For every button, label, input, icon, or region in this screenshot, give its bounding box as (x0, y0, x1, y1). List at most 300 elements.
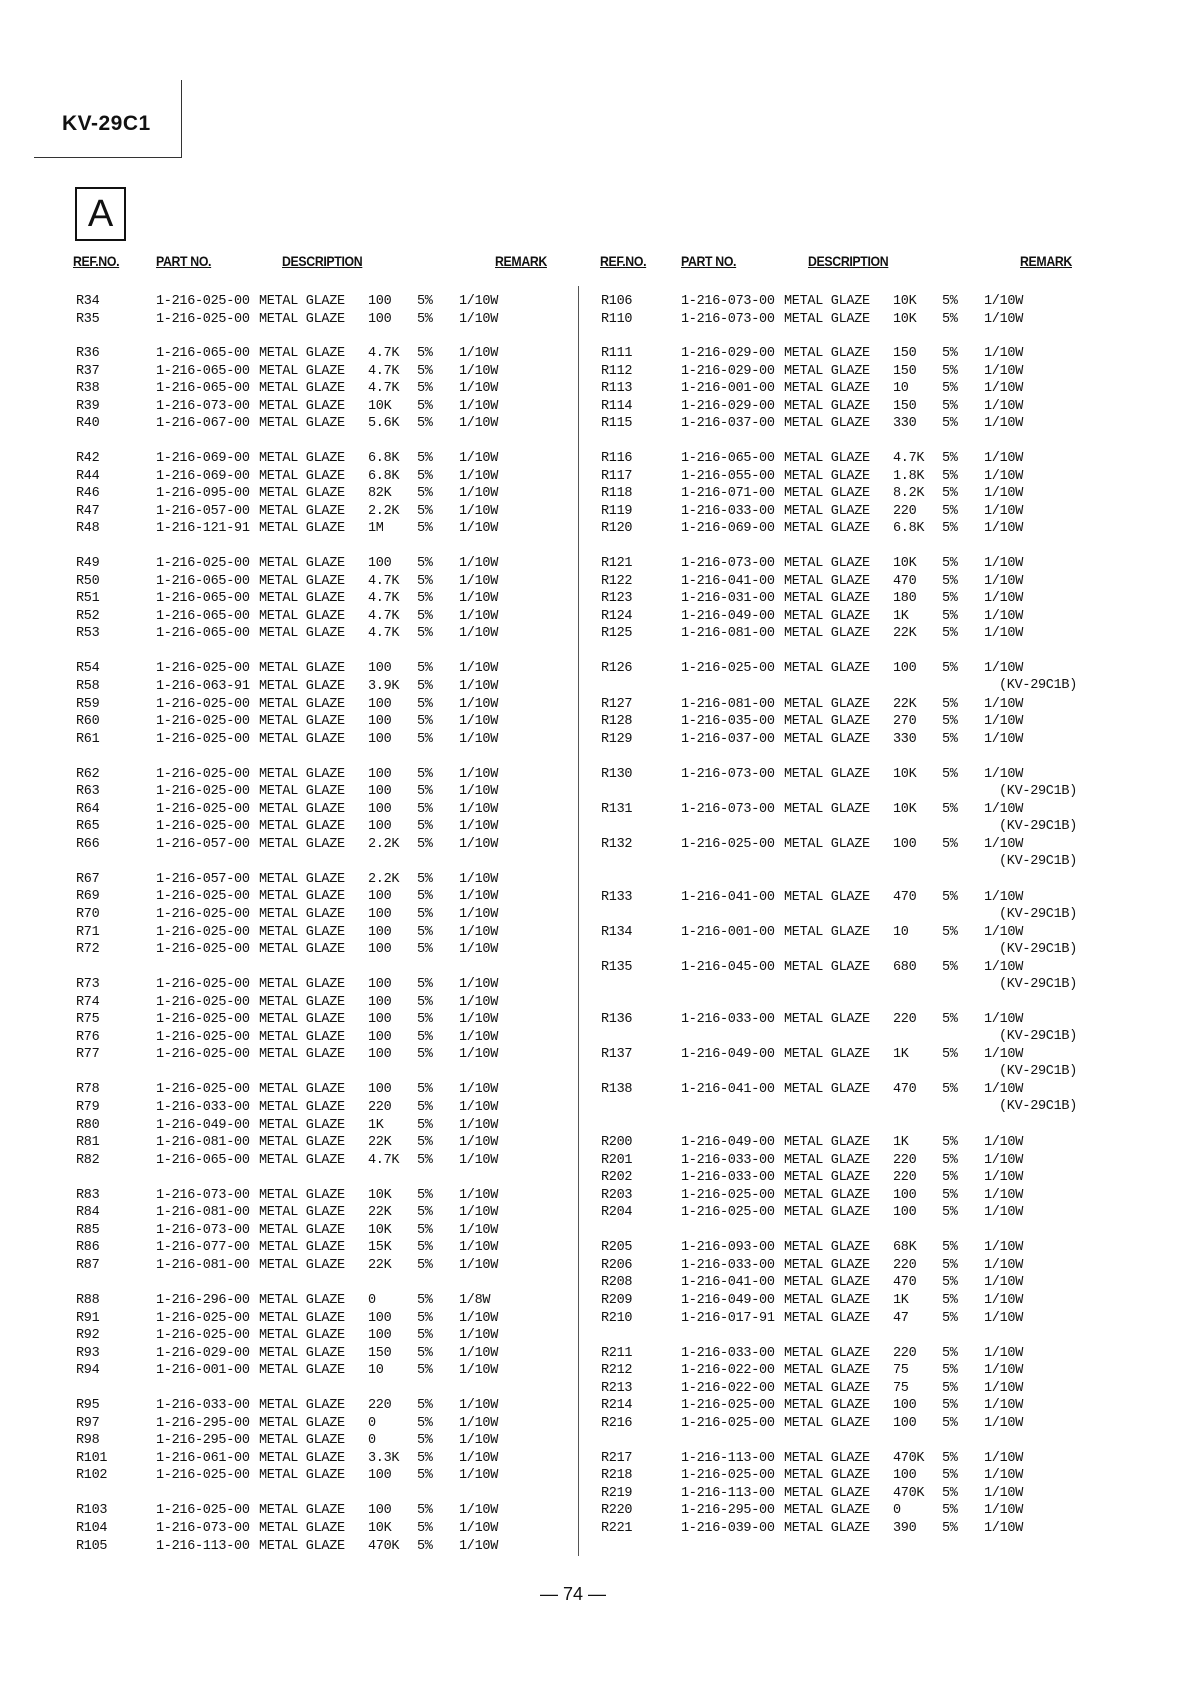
value: 220 (893, 1153, 917, 1168)
part-no: 1-216-037-00 (681, 732, 775, 747)
value: 100 (368, 802, 392, 817)
part-no: 1-216-029-00 (681, 364, 775, 379)
part-no: 1-216-113-00 (681, 1451, 775, 1466)
part-no: 1-216-069-00 (156, 451, 250, 466)
tolerance: 5% (942, 1082, 958, 1097)
tolerance: 5% (942, 1416, 958, 1431)
tolerance: 5% (417, 1205, 433, 1220)
wattage: 1/10W (459, 872, 499, 887)
wattage: 1/10W (459, 469, 499, 484)
tolerance: 5% (417, 714, 433, 729)
part-no: 1-216-025-00 (681, 1188, 775, 1203)
part-no: 1-216-022-00 (681, 1363, 775, 1378)
model-note: (KV-29C1B) (999, 977, 1078, 992)
description: METAL GLAZE (259, 837, 345, 852)
wattage: 1/10W (984, 802, 1024, 817)
ref-no: R214 (601, 1398, 633, 1413)
part-no: 1-216-049-00 (681, 1135, 775, 1150)
description: METAL GLAZE (784, 626, 870, 641)
ref-no: R86 (76, 1240, 100, 1255)
wattage: 1/10W (459, 381, 499, 396)
wattage: 1/10W (984, 1012, 1024, 1027)
wattage: 1/10W (984, 1503, 1024, 1518)
tolerance: 5% (417, 1451, 433, 1466)
ref-no: R119 (601, 504, 633, 519)
wattage: 1/10W (984, 767, 1024, 782)
value: 100 (368, 977, 392, 992)
value: 470K (368, 1539, 400, 1554)
part-no: 1-216-025-00 (156, 819, 250, 834)
ref-no: R50 (76, 574, 100, 589)
wattage: 1/10W (459, 784, 499, 799)
part-no: 1-216-025-00 (156, 1328, 250, 1343)
value: 2.2K (368, 872, 400, 887)
tolerance: 5% (942, 1346, 958, 1361)
title-divider-horizontal (34, 157, 182, 158)
description: METAL GLAZE (784, 802, 870, 817)
value: 180 (893, 591, 917, 606)
wattage: 1/10W (459, 294, 499, 309)
ref-no: R38 (76, 381, 100, 396)
ref-no: R213 (601, 1381, 633, 1396)
tolerance: 5% (417, 1223, 433, 1238)
value: 75 (893, 1381, 909, 1396)
value: 0 (368, 1416, 376, 1431)
wattage: 1/10W (459, 977, 499, 992)
value: 47 (893, 1311, 909, 1326)
ref-no: R87 (76, 1258, 100, 1273)
value: 680 (893, 960, 917, 975)
part-no: 1-216-025-00 (156, 294, 250, 309)
tolerance: 5% (417, 574, 433, 589)
ref-no: R49 (76, 556, 100, 571)
value: 22K (893, 697, 917, 712)
ref-no: R98 (76, 1433, 100, 1448)
tolerance: 5% (417, 469, 433, 484)
ref-no: R126 (601, 661, 633, 676)
description: METAL GLAZE (259, 1047, 345, 1062)
value: 330 (893, 416, 917, 431)
tolerance: 5% (942, 1451, 958, 1466)
part-no: 1-216-067-00 (156, 416, 250, 431)
description: METAL GLAZE (259, 1082, 345, 1097)
value: 470 (893, 1082, 917, 1097)
ref-no: R62 (76, 767, 100, 782)
ref-no: R66 (76, 837, 100, 852)
tolerance: 5% (942, 1012, 958, 1027)
tolerance: 5% (942, 591, 958, 606)
value: 10 (893, 925, 909, 940)
wattage: 1/10W (459, 1521, 499, 1536)
ref-no: R217 (601, 1451, 633, 1466)
tolerance: 5% (942, 1363, 958, 1378)
part-no: 1-216-025-00 (681, 661, 775, 676)
tolerance: 5% (417, 1047, 433, 1062)
tolerance: 5% (417, 1539, 433, 1554)
ref-no: R137 (601, 1047, 633, 1062)
wattage: 1/10W (459, 1135, 499, 1150)
value: 100 (368, 697, 392, 712)
part-no: 1-216-295-00 (681, 1503, 775, 1518)
description: METAL GLAZE (259, 1100, 345, 1115)
part-no: 1-216-057-00 (156, 837, 250, 852)
tolerance: 5% (942, 1240, 958, 1255)
ref-no: R81 (76, 1135, 100, 1150)
part-no: 1-216-025-00 (156, 907, 250, 922)
tolerance: 5% (417, 1503, 433, 1518)
ref-no: R220 (601, 1503, 633, 1518)
wattage: 1/10W (459, 942, 499, 957)
wattage: 1/10W (984, 1451, 1024, 1466)
description: METAL GLAZE (259, 1521, 345, 1536)
value: 4.7K (368, 381, 400, 396)
description: METAL GLAZE (784, 1240, 870, 1255)
part-no: 1-216-025-00 (156, 661, 250, 676)
ref-no: R64 (76, 802, 100, 817)
description: METAL GLAZE (784, 1486, 870, 1501)
value: 150 (893, 399, 917, 414)
tolerance: 5% (417, 521, 433, 536)
description: METAL GLAZE (784, 890, 870, 905)
value: 5.6K (368, 416, 400, 431)
tolerance: 5% (417, 609, 433, 624)
tolerance: 5% (942, 451, 958, 466)
part-no: 1-216-041-00 (681, 574, 775, 589)
tolerance: 5% (942, 1503, 958, 1518)
description: METAL GLAZE (784, 1153, 870, 1168)
description: METAL GLAZE (784, 312, 870, 327)
tolerance: 5% (942, 626, 958, 641)
value: 100 (368, 732, 392, 747)
tolerance: 5% (417, 416, 433, 431)
description: METAL GLAZE (259, 1188, 345, 1203)
wattage: 1/10W (459, 925, 499, 940)
wattage: 1/10W (984, 1275, 1024, 1290)
ref-no: R54 (76, 661, 100, 676)
description: METAL GLAZE (784, 1275, 870, 1290)
tolerance: 5% (417, 1433, 433, 1448)
wattage: 1/10W (984, 364, 1024, 379)
value: 10 (368, 1363, 384, 1378)
description: METAL GLAZE (259, 626, 345, 641)
part-no: 1-216-025-00 (156, 942, 250, 957)
part-no: 1-216-025-00 (156, 1503, 250, 1518)
ref-no: R44 (76, 469, 100, 484)
tolerance: 5% (417, 837, 433, 852)
part-no: 1-216-073-00 (156, 1188, 250, 1203)
part-no: 1-216-029-00 (156, 1346, 250, 1361)
ref-no: R218 (601, 1468, 633, 1483)
part-no: 1-216-025-00 (156, 802, 250, 817)
tolerance: 5% (417, 1398, 433, 1413)
wattage: 1/10W (984, 1082, 1024, 1097)
wattage: 1/10W (984, 714, 1024, 729)
description: METAL GLAZE (784, 1047, 870, 1062)
ref-no: R36 (76, 346, 100, 361)
description: METAL GLAZE (259, 1030, 345, 1045)
ref-no: R210 (601, 1311, 633, 1326)
ref-no: R85 (76, 1223, 100, 1238)
part-no: 1-216-077-00 (156, 1240, 250, 1255)
tolerance: 5% (417, 451, 433, 466)
wattage: 1/10W (459, 1100, 499, 1115)
model-note: (KV-29C1B) (999, 1099, 1078, 1114)
wattage: 1/10W (459, 609, 499, 624)
ref-no: R136 (601, 1012, 633, 1027)
description: METAL GLAZE (259, 819, 345, 834)
value: 100 (893, 837, 917, 852)
description: METAL GLAZE (259, 451, 345, 466)
tolerance: 5% (417, 381, 433, 396)
wattage: 1/10W (984, 960, 1024, 975)
description: METAL GLAZE (259, 1363, 345, 1378)
section-letter: A (75, 187, 126, 241)
description: METAL GLAZE (259, 1328, 345, 1343)
description: METAL GLAZE (259, 1433, 345, 1448)
tolerance: 5% (942, 714, 958, 729)
ref-no: R71 (76, 925, 100, 940)
value: 220 (893, 1258, 917, 1273)
wattage: 1/10W (459, 521, 499, 536)
ref-no: R123 (601, 591, 633, 606)
ref-no: R127 (601, 697, 633, 712)
part-no: 1-216-031-00 (681, 591, 775, 606)
part-no: 1-216-065-00 (156, 609, 250, 624)
tolerance: 5% (942, 1468, 958, 1483)
ref-no: R128 (601, 714, 633, 729)
value: 4.7K (368, 346, 400, 361)
part-no: 1-216-025-00 (681, 1205, 775, 1220)
description: METAL GLAZE (784, 767, 870, 782)
tolerance: 5% (417, 977, 433, 992)
part-no: 1-216-057-00 (156, 872, 250, 887)
description: METAL GLAZE (259, 399, 345, 414)
tolerance: 5% (942, 574, 958, 589)
value: 4.7K (368, 591, 400, 606)
part-no: 1-216-049-00 (681, 1293, 775, 1308)
ref-no: R101 (76, 1451, 108, 1466)
value: 4.7K (368, 1153, 400, 1168)
wattage: 1/10W (459, 767, 499, 782)
wattage: 1/10W (984, 1486, 1024, 1501)
wattage: 1/10W (459, 364, 499, 379)
value: 6.8K (368, 451, 400, 466)
description: METAL GLAZE (784, 364, 870, 379)
model-note: (KV-29C1B) (999, 907, 1078, 922)
wattage: 1/10W (984, 1521, 1024, 1536)
tolerance: 5% (942, 1258, 958, 1273)
tolerance: 5% (942, 364, 958, 379)
wattage: 1/10W (459, 312, 499, 327)
value: 4.7K (368, 626, 400, 641)
value: 82K (368, 486, 392, 501)
part-no: 1-216-001-00 (681, 925, 775, 940)
part-no: 1-216-093-00 (681, 1240, 775, 1255)
wattage: 1/10W (984, 486, 1024, 501)
part-no: 1-216-025-00 (156, 1030, 250, 1045)
value: 3.3K (368, 1451, 400, 1466)
description: METAL GLAZE (784, 504, 870, 519)
part-no: 1-216-095-00 (156, 486, 250, 501)
tolerance: 5% (942, 486, 958, 501)
ref-no: R125 (601, 626, 633, 641)
description: METAL GLAZE (784, 1135, 870, 1150)
ref-no: R92 (76, 1328, 100, 1343)
description: METAL GLAZE (259, 714, 345, 729)
description: METAL GLAZE (784, 661, 870, 676)
wattage: 1/10W (459, 1451, 499, 1466)
ref-no: R84 (76, 1205, 100, 1220)
part-no: 1-216-081-00 (681, 697, 775, 712)
value: 10K (893, 556, 917, 571)
model-note: (KV-29C1B) (999, 942, 1078, 957)
description: METAL GLAZE (259, 1398, 345, 1413)
wattage: 1/10W (984, 661, 1024, 676)
ref-no: R91 (76, 1311, 100, 1326)
model-note: (KV-29C1B) (999, 784, 1078, 799)
value: 100 (368, 925, 392, 940)
value: 10K (893, 294, 917, 309)
description: METAL GLAZE (259, 381, 345, 396)
ref-no: R37 (76, 364, 100, 379)
description: METAL GLAZE (259, 732, 345, 747)
part-no: 1-216-041-00 (681, 890, 775, 905)
description: METAL GLAZE (784, 1363, 870, 1378)
value: 2.2K (368, 837, 400, 852)
wattage: 1/10W (984, 504, 1024, 519)
description: METAL GLAZE (784, 1012, 870, 1027)
part-no: 1-216-025-00 (156, 556, 250, 571)
description: METAL GLAZE (259, 1240, 345, 1255)
ref-no: R118 (601, 486, 633, 501)
description: METAL GLAZE (259, 907, 345, 922)
ref-no: R135 (601, 960, 633, 975)
wattage: 1/10W (984, 626, 1024, 641)
description: METAL GLAZE (784, 925, 870, 940)
description: METAL GLAZE (259, 1311, 345, 1326)
description: METAL GLAZE (259, 1153, 345, 1168)
ref-no: R70 (76, 907, 100, 922)
ref-no: R35 (76, 312, 100, 327)
wattage: 1/10W (459, 889, 499, 904)
wattage: 1/10W (984, 1047, 1024, 1062)
description: METAL GLAZE (784, 556, 870, 571)
model-note: (KV-29C1B) (999, 678, 1078, 693)
tolerance: 5% (942, 312, 958, 327)
wattage: 1/10W (984, 1346, 1024, 1361)
part-no: 1-216-073-00 (681, 294, 775, 309)
wattage: 1/10W (984, 1311, 1024, 1326)
ref-no: R200 (601, 1135, 633, 1150)
value: 100 (368, 907, 392, 922)
ref-no: R76 (76, 1030, 100, 1045)
ref-no: R124 (601, 609, 633, 624)
tolerance: 5% (942, 802, 958, 817)
part-no: 1-216-065-00 (156, 626, 250, 641)
ref-no: R114 (601, 399, 633, 414)
column-separator (578, 286, 579, 1556)
value: 470 (893, 574, 917, 589)
tolerance: 5% (942, 767, 958, 782)
description: METAL GLAZE (259, 661, 345, 676)
ref-no: R121 (601, 556, 633, 571)
description: METAL GLAZE (784, 591, 870, 606)
description: METAL GLAZE (784, 574, 870, 589)
description: METAL GLAZE (784, 1381, 870, 1396)
wattage: 1/10W (984, 1153, 1024, 1168)
ref-no: R83 (76, 1188, 100, 1203)
page-number: — 74 — (540, 1584, 607, 1604)
tolerance: 5% (417, 1030, 433, 1045)
wattage: 1/10W (984, 521, 1024, 536)
tolerance: 5% (942, 609, 958, 624)
part-no: 1-216-069-00 (156, 469, 250, 484)
description: METAL GLAZE (259, 591, 345, 606)
tolerance: 5% (942, 925, 958, 940)
value: 4.7K (368, 364, 400, 379)
description: METAL GLAZE (259, 767, 345, 782)
ref-no: R130 (601, 767, 633, 782)
ref-no: R110 (601, 312, 633, 327)
wattage: 1/10W (459, 1047, 499, 1062)
wattage: 1/10W (984, 1381, 1024, 1396)
part-no: 1-216-065-00 (156, 591, 250, 606)
wattage: 1/10W (459, 1188, 499, 1203)
tolerance: 5% (942, 399, 958, 414)
wattage: 1/10W (984, 469, 1024, 484)
description: METAL GLAZE (259, 1223, 345, 1238)
description: METAL GLAZE (259, 1451, 345, 1466)
tolerance: 5% (417, 1328, 433, 1343)
description: METAL GLAZE (259, 697, 345, 712)
description: METAL GLAZE (784, 1205, 870, 1220)
value: 22K (368, 1258, 392, 1273)
wattage: 1/10W (459, 486, 499, 501)
value: 68K (893, 1240, 917, 1255)
value: 100 (368, 819, 392, 834)
description: METAL GLAZE (784, 1311, 870, 1326)
value: 220 (368, 1100, 392, 1115)
tolerance: 5% (417, 591, 433, 606)
description: METAL GLAZE (259, 1118, 345, 1133)
wattage: 1/10W (984, 346, 1024, 361)
part-no: 1-216-055-00 (681, 469, 775, 484)
part-no: 1-216-025-00 (681, 1416, 775, 1431)
tolerance: 5% (942, 732, 958, 747)
ref-no: R132 (601, 837, 633, 852)
description: METAL GLAZE (259, 925, 345, 940)
part-no: 1-216-001-00 (681, 381, 775, 396)
part-no: 1-216-029-00 (681, 346, 775, 361)
wattage: 1/10W (459, 451, 499, 466)
wattage: 1/10W (459, 1328, 499, 1343)
description: METAL GLAZE (784, 1468, 870, 1483)
tolerance: 5% (942, 1275, 958, 1290)
description: METAL GLAZE (784, 1170, 870, 1185)
value: 100 (368, 1468, 392, 1483)
ref-no: R69 (76, 889, 100, 904)
ref-no: R72 (76, 942, 100, 957)
wattage: 1/10W (984, 837, 1024, 852)
title-divider-vertical (181, 80, 182, 158)
description: METAL GLAZE (259, 784, 345, 799)
description: METAL GLAZE (784, 451, 870, 466)
part-no: 1-216-121-91 (156, 521, 250, 536)
part-no: 1-216-025-00 (156, 312, 250, 327)
description: METAL GLAZE (784, 346, 870, 361)
tolerance: 5% (942, 1311, 958, 1326)
header-remark-right: REMARK (1020, 253, 1072, 269)
